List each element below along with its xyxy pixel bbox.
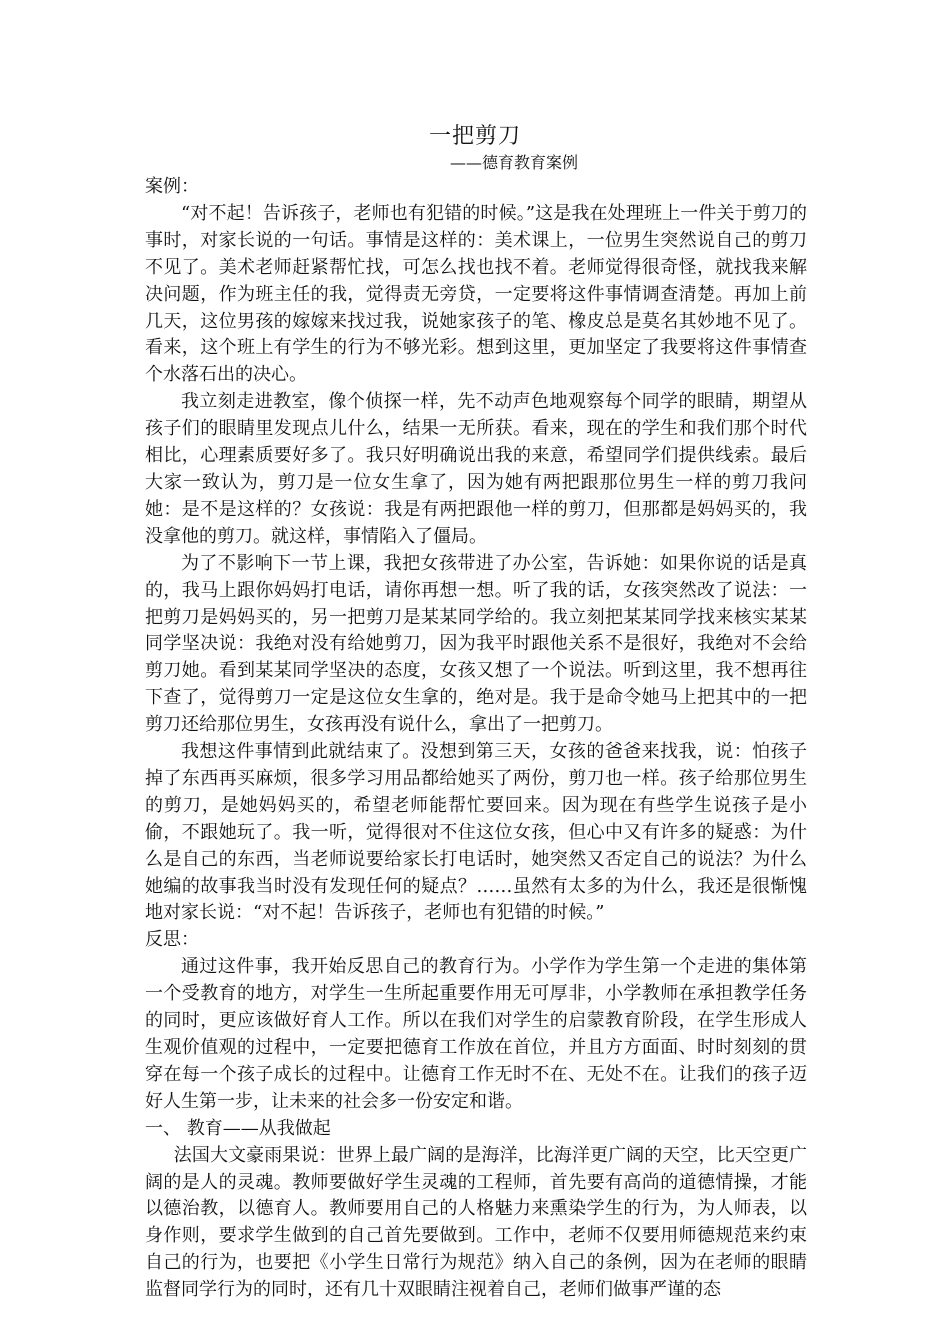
case-paragraph: 为了不影响下一节上课，我把女孩带进了办公室，告诉她：如果你说的话是真的，我马上跟你妈妈打电话，请你再想一想。听了我的话，女孩突然改了说法：一把剪刀是妈妈买的，另一把剪刀是某某同学给的。我立刻把某某同学找来核实某某同学坚决说：我绝对没有给她剪刀，因为我平时跟他关系不是很好，我绝对不会给剪刀她。看到某某同学坚决的态度，女孩又想了一个说法。听到这里，我不想再往下查了，觉得剪刀一定是这位女生拿的，绝对是。我于是命令她马上把其中的一把剪刀还给那位男生，女孩再没有说什么，拿出了一把剪刀。 — [145, 552, 807, 736]
document-title: 一把剪刀 — [428, 124, 521, 149]
section-paragraph: 法国大文豪雨果说：世界上最广阔的是海洋，比海洋更广阔的天空，比天空更广阔的是人的灵魂。教师要做好学生灵魂的工程师，首先要有高尚的道德情操，才能以德治教，以德育人。教师要用自己的人格魅力来熏染学生的行为，为人师表，以身作则，要求学生做到的自己首先要做到。工作中，老师不仅要用师德规范来约束自己的行为，也要把《小学生日常行为规范》纳入自己的条例，因为在老师的眼睛监督同学行为的同时，还有几十双眼睛注视着自己，老师们做事严谨的态 — [145, 1144, 807, 1301]
reflection-heading: 反思： — [145, 929, 199, 951]
document-subtitle: ——德育教育案例 — [450, 153, 579, 172]
case-paragraph: 我立刻走进教室，像个侦探一样，先不动声色地观察每个同学的眼睛，期望从孩子们的眼睛里发现点儿什么，结果一无所获。看来，现在的学生和我们那个时代相比，心理素质要好多了。我只好明确说出我的来意，希望同学们提供线索。最后大家一致认为，剪刀是一位女生拿了，因为她有两把跟那位男生一样的剪刀我问她：是不是这样的？女孩说：我是有两把跟他一样的剪刀，但那都是妈妈买的，我没拿他的剪刀。就这样，事情陷入了僵局。 — [145, 391, 807, 547]
case-paragraph: 我想这件事情到此就结束了。没想到第三天，女孩的爸爸来找我，说：怕孩子掉了东西再买麻烦，很多学习用品都给她买了两份，剪刀也一样。孩子给那位男生的剪刀，是她妈妈买的，希望老师能帮忙要回来。因为现在有些学生说孩子是小偷，不跟她玩了。我一听，觉得很对不住这位女孩，但心中又有许多的疑惑：为什么是自己的东西，当老师说要给家长打电话时，她突然又否定自己的说法？为什么她编的故事我当时没有发现任何的疑点？……虽然有太多的为什么，我还是很惭愧地对家长说：“对不起！告诉孩子，老师也有犯错的时候。” — [145, 741, 807, 924]
case-paragraph: “对不起！告诉孩子，老师也有犯错的时候。”这是我在处理班上一件关于剪刀的事时，对家长说的一句话。事情是这样的：美术课上，一位男生突然说自己的剪刀不见了。美术老师赶紧帮忙找，可怎么找也找不着。老师觉得很奇怪，就找我来解决问题，作为班主任的我，觉得责无旁贷，一定要将这件事情调查清楚。再加上前几天，这位男孩的嫁嫁来找过我，说她家孩子的笔、橡皮总是莫名其妙地不见了。看来，这个班上有学生的行为不够光彩。想到这里，更加坚定了我要将这件事情查个水落石出的决心。 — [145, 202, 807, 386]
document-body — [145, 174, 807, 1304]
reflection-paragraph: 通过这件事，我开始反思自己的教育行为。小学作为学生第一个走进的集体第一个受教育的地方，对学生一生所起重要作用无可厚非，小学教师在承担教学任务的同时，更应该做好育人工作。所以在我们对学生的启蒙教育阶段，在学生形成人生观价值观的过程中，一定要把德育工作放在首位，并且方方面面、时时刻刻的贯穿在每一个孩子成长的过程中。让德育工作无时不在、无处不在。让我们的孩子迈好人生第一步，让未来的社会多一份安定和谐。 — [145, 956, 807, 1112]
section-heading: 一、 教育——从我做起 — [145, 1117, 331, 1139]
case-heading: 案例： — [145, 176, 199, 197]
